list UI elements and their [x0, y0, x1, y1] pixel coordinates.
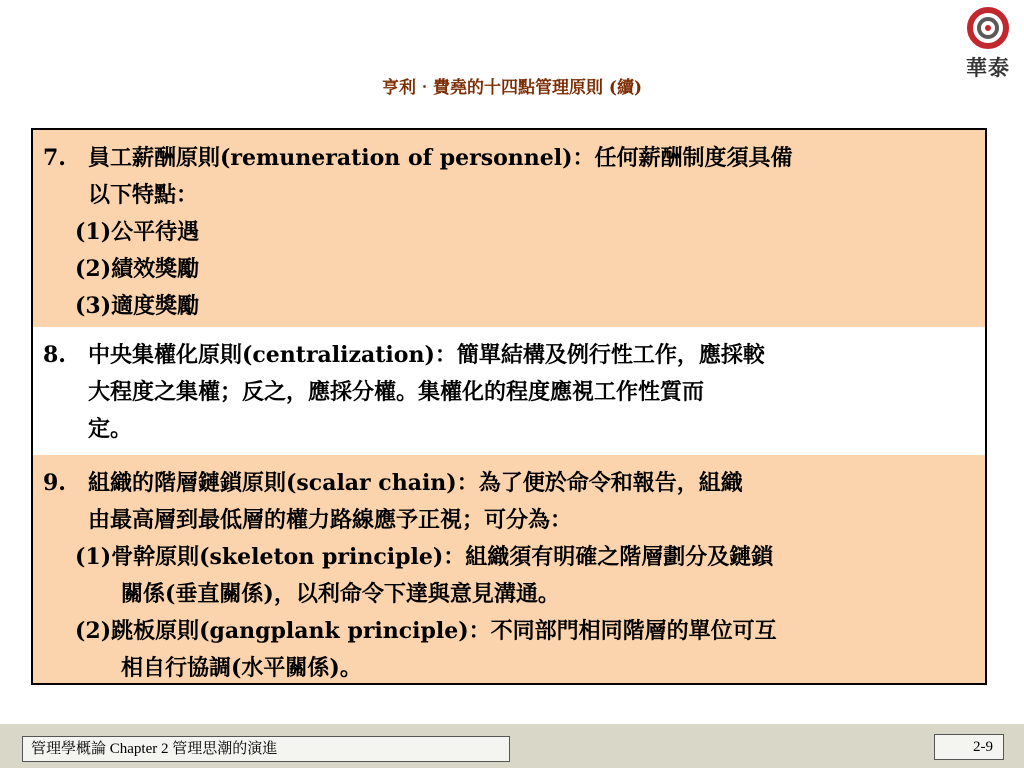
logo-text: 華泰	[966, 55, 1010, 80]
principles-box	[31, 128, 987, 685]
principle-text: 定。	[88, 416, 133, 442]
principle-subitem: (2)跳板原則(gangplank principle)：不同部門相同階層的單位可互	[75, 618, 777, 644]
principle-subitem: 關係(垂直關係)，以利命令下達與意見溝通。	[121, 581, 560, 607]
principle-9	[33, 455, 985, 683]
principle-text: 組織的階層鏈鎖原則(scalar chain)：為了便於命令和報告，組織	[88, 470, 743, 496]
company-logo	[958, 6, 1018, 80]
principle-subitem: (2)績效獎勵	[75, 256, 200, 282]
principle-7	[33, 130, 985, 327]
principle-text: 以下特點：	[88, 182, 199, 208]
principle-number: 9.	[43, 470, 66, 496]
page-number: 2-9	[934, 734, 1004, 760]
principle-subitem: (3)適度獎勵	[75, 293, 200, 319]
principle-number: 7.	[43, 145, 66, 171]
principle-subitem: (1)公平待遇	[75, 219, 200, 245]
principle-text: 員工薪酬原則(remuneration of personnel)：任何薪酬制度須具備	[88, 145, 793, 171]
principle-subitem: (1)骨幹原則(skeleton principle)：組織須有明確之階層劃分及鏈鎖	[75, 544, 774, 570]
principle-number: 8.	[43, 342, 66, 368]
slide-title: 亨利‧費堯的十四點管理原則 (續)	[381, 78, 642, 98]
logo-swirl-icon	[958, 6, 1018, 52]
principle-8	[33, 327, 985, 455]
principle-text: 由最高層到最低層的權力路線應予正視；可分為：	[88, 507, 573, 533]
footer-course-label: 管理學概論 Chapter 2 管理思潮的演進	[22, 736, 510, 762]
principle-text: 大程度之集權；反之，應採分權。集權化的程度應視工作性質而	[88, 379, 705, 405]
principle-text: 中央集權化原則(centralization)：簡單結構及例行性工作，應採較	[88, 342, 765, 368]
principle-subitem: 相自行協調(水平關係)。	[121, 655, 362, 681]
